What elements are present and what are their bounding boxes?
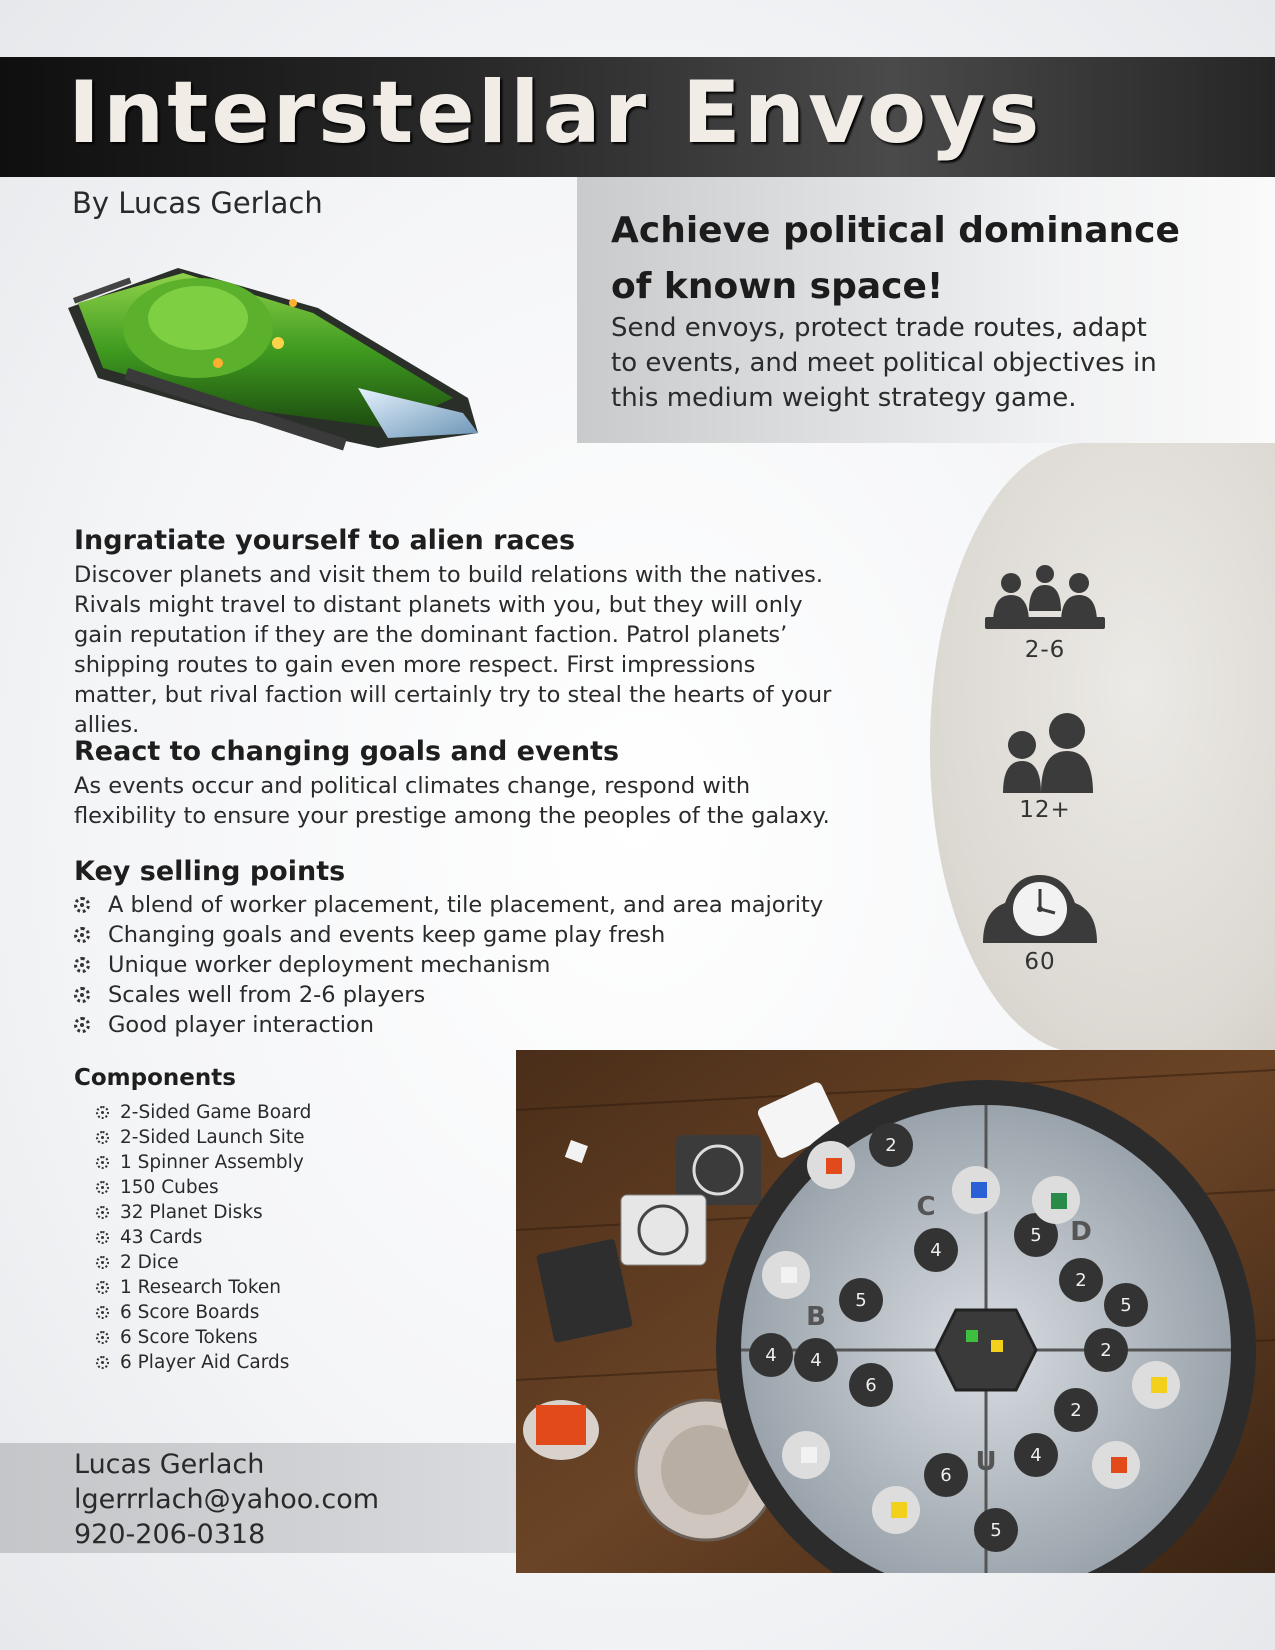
bullet-icon [74,1017,90,1033]
list-item: 150 Cubes [96,1175,311,1200]
contact-name: Lucas Gerlach [74,1449,265,1480]
section-heading-selling: Key selling points [74,856,346,887]
stat-age [975,713,1115,823]
bullet-icon [96,1106,109,1119]
pitch-headline: Achieve political dominance of known space! [611,210,1180,307]
list-item: 2-Sided Launch Site [96,1125,311,1150]
bullet-icon [96,1156,109,1169]
bullet-icon [96,1231,109,1244]
board-sector-label: C [916,1192,936,1222]
board-number: 2 [1070,1400,1082,1421]
page-title: Interstellar Envoys [68,63,1043,163]
players-icon [983,563,1107,635]
bullet-icon [96,1131,109,1144]
board-sector-label: B [806,1302,826,1332]
bullet-icon [96,1206,109,1219]
board-number: 4 [810,1350,822,1371]
bullet-icon [96,1331,109,1344]
pitch-text: Send envoys, protect trade routes, adapt to events, and meet political objectives in this medium weight strategy game. [611,313,1157,413]
list-item: 6 Score Tokens [96,1325,311,1350]
bullet-icon [96,1181,109,1194]
list-item: 32 Planet Disks [96,1200,311,1225]
section-body-react: As events occur and political climates change, respond with flexibility to ensure your prestige among the peoples of the galaxy. [74,773,830,829]
bullet-icon [74,957,90,973]
board-sector-label: U [975,1447,997,1477]
section-heading-components: Components [74,1065,236,1091]
selling-points-list [74,890,823,1040]
bullet-icon [74,987,90,1003]
board-number: 5 [1030,1225,1042,1246]
board-number: 2 [885,1135,897,1156]
age-icon [995,713,1095,795]
bullet-icon [74,927,90,943]
list-item: Good player interaction [74,1010,823,1040]
list-item: Unique worker deployment mechanism [74,950,823,980]
stat-time [970,873,1110,975]
list-item: 2-Sided Game Board [96,1100,311,1125]
bullet-icon [96,1356,109,1369]
board-number: 5 [855,1290,867,1311]
stats-panel [930,443,1275,1053]
contact-phone: 920-206-0318 [74,1519,266,1550]
board-number: 4 [765,1345,777,1366]
board-number: 2 [1100,1340,1112,1361]
contact-panel [0,1443,516,1553]
board-number: 5 [990,1520,1002,1541]
stat-players [975,563,1115,663]
board-number: 4 [930,1240,942,1261]
board-number: 4 [1030,1445,1042,1466]
byline: By Lucas Gerlach [72,186,323,220]
contact-email[interactable]: lgerrrlach@yahoo.com [74,1484,380,1515]
bullet-icon [96,1281,109,1294]
list-item: 2 Dice [96,1250,311,1275]
list-item: A blend of worker placement, tile placement, and area majority [74,890,823,920]
section-heading-ingratiate: Ingratiate yourself to alien races [74,525,576,556]
list-item: Scales well from 2-6 players [74,980,823,1010]
board-number: 5 [1120,1295,1132,1316]
bullet-icon [74,897,90,913]
stat-time-value: 60 [1024,949,1056,975]
game-board-photo [516,1050,1275,1573]
title-banner [0,57,1275,177]
stat-age-value: 12+ [1019,797,1071,823]
list-item: Changing goals and events keep game play fresh [74,920,823,950]
board-sector-label: D [1070,1217,1092,1247]
list-item: 1 Spinner Assembly [96,1150,311,1175]
section-body-ingratiate: Discover planets and visit them to build relations with the natives. Rivals might travel to distant planets with you, but they will only gain reputation if they are the dominant faction. Patrol planets’ shipping routes to gain even more respect. First impressions matter, but rival faction will certainly try to steal the hearts of your allies. [74,562,832,738]
spaceship-illustration [58,248,498,478]
bullet-icon [96,1256,109,1269]
pitch-panel [577,177,1275,443]
section-heading-react: React to changing goals and events [74,736,620,767]
list-item: 1 Research Token [96,1275,311,1300]
board-number: 2 [1075,1270,1087,1291]
list-item: 6 Player Aid Cards [96,1350,311,1375]
stat-players-value: 2-6 [1024,637,1066,663]
components-list [96,1100,311,1375]
board-number: 6 [865,1375,877,1396]
list-item: 43 Cards [96,1225,311,1250]
board-number: 6 [940,1465,952,1486]
clock-icon [975,873,1105,947]
bullet-icon [96,1306,109,1319]
list-item: 6 Score Boards [96,1300,311,1325]
